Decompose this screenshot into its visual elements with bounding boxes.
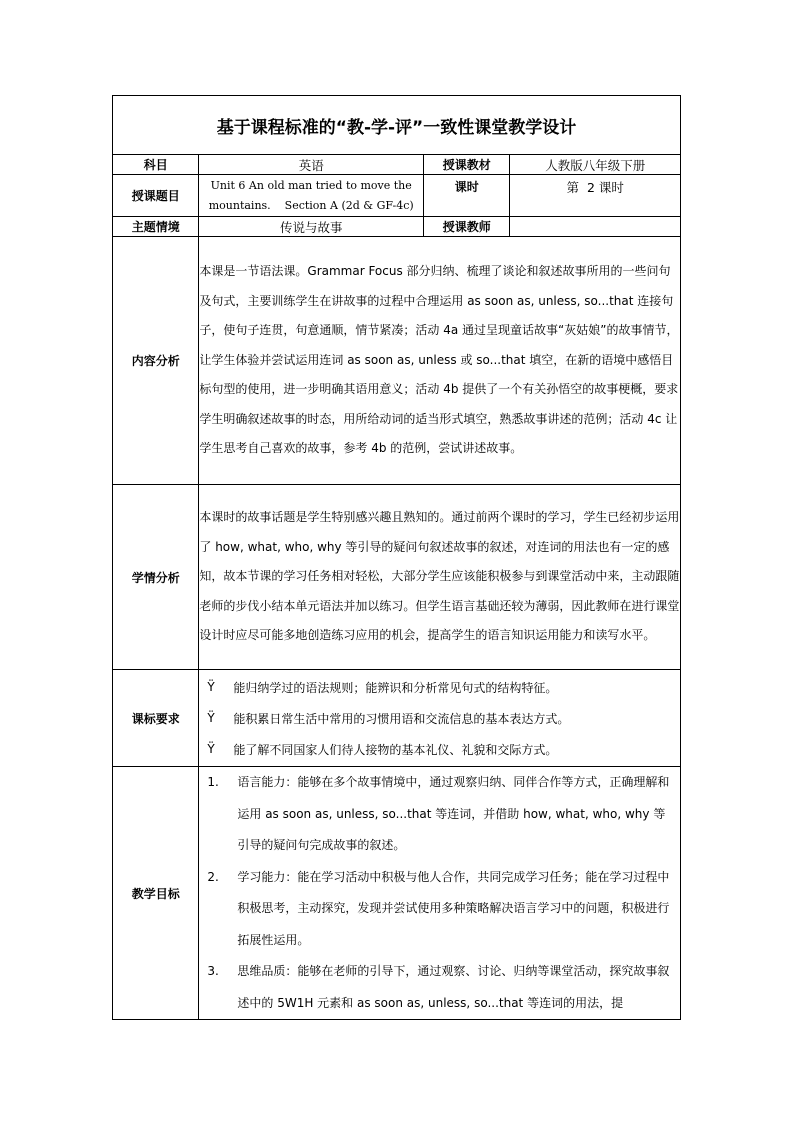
teacher-value <box>510 217 681 237</box>
topic-value <box>199 175 424 217</box>
objective-text: 思维品质：能够在老师的引导下，通过观察、讨论、归纳等课堂活动，探究故事叙述中的 5W1H 元素和 as soon as, unless, so...that 等连词的用法，提 <box>237 964 670 1010</box>
standards-item-text: 能了解不同国家人们待人接物的基本礼仪、礼貌和交际方式。 <box>233 742 558 757</box>
bullet-icon: Ÿ <box>207 711 215 725</box>
objective-item <box>199 862 680 957</box>
bullet-icon: Ÿ <box>207 742 215 756</box>
topic-label: 授课题目 <box>113 175 199 217</box>
theme-value: 传说与故事 <box>199 217 424 237</box>
content-analysis-label: 内容分析 <box>113 237 199 485</box>
teacher-label: 授课教师 <box>424 217 510 237</box>
theme-label: 主题情境 <box>113 217 199 237</box>
page-title: 基于课程标准的“教-学-评”一致性课堂教学设计 <box>113 96 681 155</box>
material-value: 人教版八年级下册 <box>510 155 681 175</box>
bullet-icon: Ÿ <box>207 680 215 694</box>
standards-label: 课标要求 <box>113 670 199 767</box>
student-analysis-label: 学情分析 <box>113 485 199 670</box>
standards-item-text: 能归纳学过的语法规则；能辨识和分析常见句式的结构特征。 <box>233 680 558 695</box>
subject-value: 英语 <box>199 155 424 175</box>
period-label: 课时 <box>424 175 510 217</box>
standards-item <box>199 734 680 765</box>
objective-text: 学习能力：能在学习活动中积极与他人合作，共同完成学习任务；能在学习过程中积极思考，主动探究，发现并尝试使用多种策略解决语言学习中的问题，积极进行拓展性运用。 <box>237 869 670 947</box>
objective-text: 语言能力：能够在多个故事情境中，通过观察归纳、同伴合作等方式，正确理解和运用 as soon as, unless, so...that 等连词，并借助 how, what, who, why 等引导的疑问句完成故事的叙述。 <box>237 775 670 852</box>
standards-item <box>199 703 680 734</box>
objective-number: 1. <box>207 775 219 789</box>
objective-item <box>199 767 680 862</box>
content-analysis-text: 本课是一节语法课。Grammar Focus 部分归纳、梳理了谈论和叙述故事所用的一些问句及句式，主要训练学生在讲故事的过程中合理运用 as soon as, unless, so...that 连接句子，使句子连贯，句意通顺，情节紧凑；活动 4a 通过呈现童话故事“灰姑娘”的故事情节，让学生体验并尝试运用连词 as soon as, unless 或 so...that 填空，在新的语境中感悟目标句型的使用，进一步明确其语用意义；活动 4b 提供了一个有关孙悟空的故事梗概，要求学生明确叙述故事的时态，用所给动词的适当形式填空，熟悉故事讲述的范例；活动 4c 让学生思考自己喜欢的故事，参考 4b 的范例，尝试讲述故事。 <box>199 237 681 485</box>
objectives-label: 教学目标 <box>113 767 199 1020</box>
material-label: 授课教材 <box>424 155 510 175</box>
objectives-list <box>199 767 681 1020</box>
period-value: 第 2 课时 <box>510 175 681 217</box>
standards-list <box>199 670 681 767</box>
standards-item-text: 能积累日常生活中常用的习惯用语和交流信息的基本表达方式。 <box>233 711 570 726</box>
lesson-plan-table <box>112 95 681 1020</box>
standards-item <box>199 672 680 703</box>
objective-number: 3. <box>207 964 219 978</box>
topic-line-1: Unit 6 An old man tried to move the <box>210 178 412 192</box>
objective-item <box>199 956 680 1019</box>
objective-number: 2. <box>207 869 219 884</box>
student-analysis-text: 本课时的故事话题是学生特别感兴趣且熟知的。通过前两个课时的学习，学生已经初步运用了 how, what, who, why 等引导的疑问句叙述故事的叙述，对连词的用法也有一定的感知，故本节课的学习任务相对轻松，大部分学生应该能积极参与到课堂活动中来，主动跟随老师的步伐小结本单元语法并加以练习。但学生语言基础还较为薄弱，因此教师在进行课堂设计时应尽可能多地创造练习应用的机会，提高学生的语言知识运用能力和读写水平。 <box>199 485 681 670</box>
topic-line-2: mountains. Section A (2d & GF-4c) <box>208 198 414 212</box>
subject-label: 科目 <box>113 155 199 175</box>
